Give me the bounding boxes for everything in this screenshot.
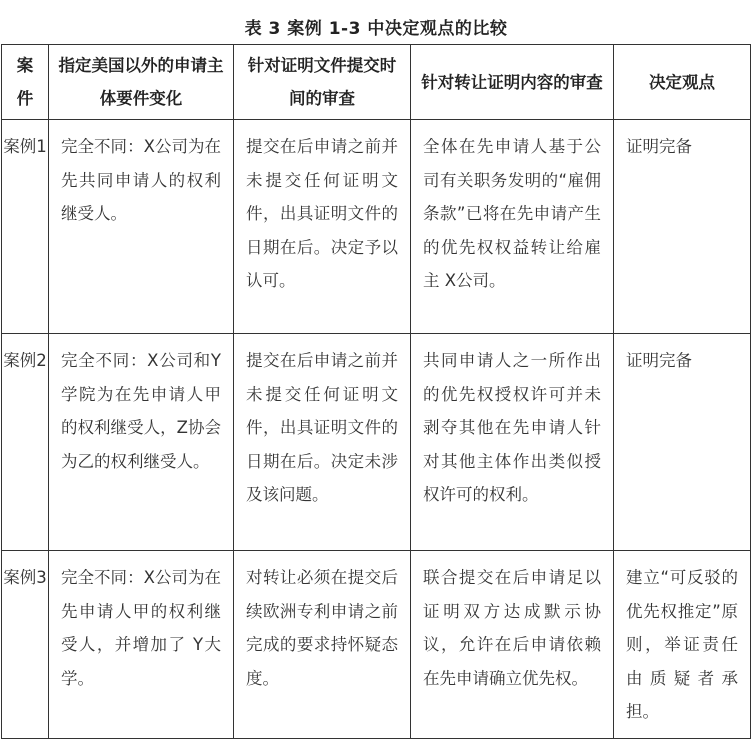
table-row xyxy=(2,120,751,334)
transfer-content-cell: 联合提交在后申请足以证明双方达成默示协议，允许在后申请依赖在先申请确立优先权。 xyxy=(411,551,614,739)
decision-cell: 证明完备 xyxy=(614,120,751,334)
header-decision: 决定观点 xyxy=(614,45,751,120)
decision-cell: 证明完备 xyxy=(614,334,751,551)
transfer-content-cell: 全体在先申请人基于公司有关职务发明的“雇佣条款”已将在先申请产生的优先权权益转让给雇主 X公司。 xyxy=(411,120,614,334)
table-header-row xyxy=(2,45,751,120)
applicant-change-cell: 完全不同：X公司为在先申请人甲的权利继受人，并增加了 Y大学。 xyxy=(49,551,234,739)
transfer-content-cell: 共同申请人之一所作出的优先权授权许可并未剥夺其他在先申请人针对其他主体作出类似授权许可的权利。 xyxy=(411,334,614,551)
comparison-table xyxy=(1,44,751,739)
header-case: 案件 xyxy=(2,45,49,120)
applicant-change-cell: 完全不同：X公司和Y学院为在先申请人甲的权利继受人，Z协会为乙的权利继受人。 xyxy=(49,334,234,551)
submission-time-cell: 提交在后申请之前并未提交任何证明文件，出具证明文件的日期在后。决定未涉及该问题。 xyxy=(234,334,411,551)
table-caption: 表 3 案例 1-3 中决定观点的比较 xyxy=(244,19,508,39)
case-name: 案例3 xyxy=(2,551,49,739)
submission-time-cell: 对转让必须在提交后续欧洲专利申请之前完成的要求持怀疑态度。 xyxy=(234,551,411,739)
applicant-change-cell: 完全不同：X公司为在先共同申请人的权利继受人。 xyxy=(49,120,234,334)
case-name: 案例1 xyxy=(2,120,49,334)
submission-time-cell: 提交在后申请之前并未提交任何证明文件，出具证明文件的日期在后。决定予以认可。 xyxy=(234,120,411,334)
decision-cell: 建立“可反驳的优先权推定”原则，举证责任由质疑者承担。 xyxy=(614,551,751,739)
header-applicant-change: 指定美国以外的申请主体要件变化 xyxy=(49,45,234,120)
table-row xyxy=(2,551,751,739)
header-submission-time: 针对证明文件提交时间的审查 xyxy=(234,45,411,120)
header-transfer-content: 针对转让证明内容的审查 xyxy=(411,45,614,120)
table-row xyxy=(2,334,751,551)
case-name: 案例2 xyxy=(2,334,49,551)
